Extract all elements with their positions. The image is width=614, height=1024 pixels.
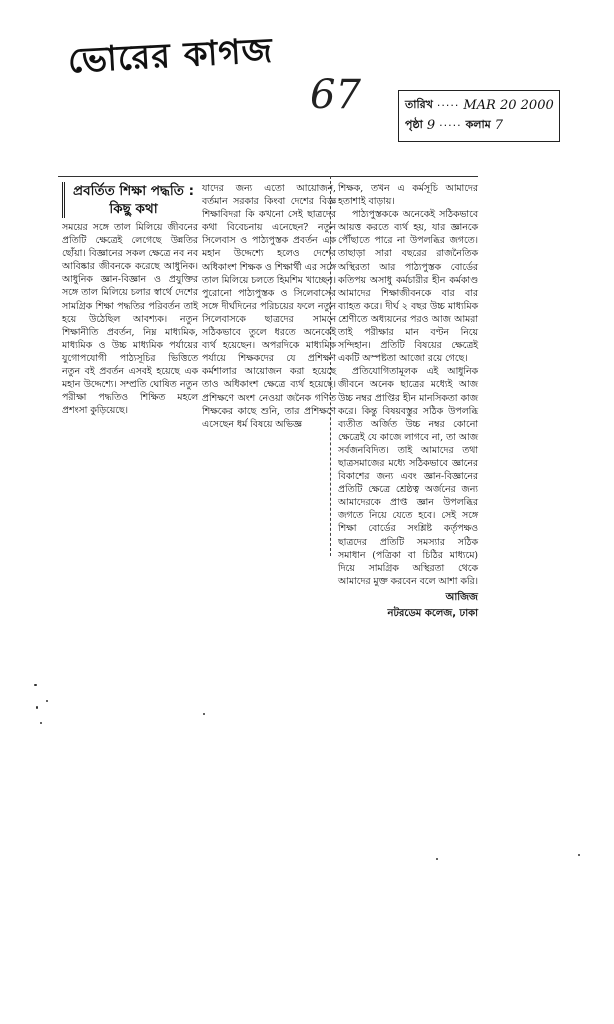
article-byline-affiliation: নটরডেম কলেজ, ঢাকা xyxy=(387,608,478,619)
scan-speck xyxy=(34,684,37,686)
stamp-date-label: তারিখ xyxy=(405,97,433,111)
stamp-date-row xyxy=(405,95,553,115)
headline-line-1: প্রবর্তিত শিক্ষা পদ্ধতি : xyxy=(73,183,194,199)
article-headline xyxy=(62,182,198,218)
article-paragraph: সময়ের সঙ্গে তাল মিলিয়ে জীবনের প্রতিটি ক্ষেত্রেই লেগেছে উন্নতির ছোঁয়া। বিজ্ঞানের সকল ক্ষেত্রে নব নব আবিষ্কার জীবনকে করেছে আধুনিক। আধুনিক জ্ঞান-বিজ্ঞান ও প্রযুক্তির সঙ্গে তাল মিলিয়ে চলার স্বার্থে দেশের সামগ্রিক শিক্ষা পদ্ধতির পরিবর্তন তাই হয়ে উঠেছিল আবশ্যক। নতুন শিক্ষানীতি প্রবর্তন, নিম্ন মাধ্যমিক, মাধ্যমিক ও উচ্চ মাধ্যমিক পর্যায়ের যুগোপযোগী পাঠ্যসূচির ভিত্তিতে নতুন বই প্রবর্তন এসবই হয়েছে এক মহান উদ্দেশ্যে। সম্প্রতি ঘোষিত নতুন পরীক্ষা পদ্ধতিও শিক্ষিত মহলে প্রশংসা কুড়িয়েছে। xyxy=(62,222,198,417)
stamp-dots: ····· xyxy=(436,98,460,112)
scan-speck xyxy=(578,854,580,856)
handwritten-number: 67 xyxy=(310,72,361,118)
clipping-stamp xyxy=(398,90,560,142)
article-paragraph: পাঠ্যপুস্তককে অনেকেই সঠিকভাবে আয়ত্ত করতে ব্যর্থ হয়, যার জ্ঞানকে পৌঁছাতে পারে না উপলব্ধির জগতে। তাছাড়া সারা বছরের রাজনৈতিক অস্থিরতা আর পাঠ্যপুস্তক বোর্ডের কতিপয় অসাধু কর্মচারীর হীন কর্মকাণ্ড আমাদের শিক্ষাজীবনকে বার বার ব্যাহত করে। দীর্ঘ ২ বছর উচ্চ মাধ্যমিক শ্রেণীতে অধ্যয়নের পরও আজ আমরা তাই পরীক্ষার মান বণ্টন নিয়ে সন্দিহান। প্রতিটি বিষয়ের ক্ষেত্রেই একটি অস্পষ্টতা আজো রয়ে গেছে। xyxy=(338,209,478,365)
scan-speck xyxy=(203,713,205,715)
article-byline-name: আজিজ xyxy=(445,591,478,603)
stamp-column-label: কলাম xyxy=(465,117,491,131)
article-paragraph: শিক্ষক, তখন এ কর্মসূচি আমাদের হতাশাই বাড়ায়। xyxy=(338,183,478,208)
scan-speck xyxy=(36,706,38,709)
headline-line-2: কিছু কথা xyxy=(109,201,158,217)
article-column-3 xyxy=(338,182,478,620)
article-column-2 xyxy=(202,182,336,431)
article-paragraph: প্রতিযোগিতামূলক এই আধুনিক জীবনে অনেক ছাত্রের মধ্যেই আজ উচ্চ নম্বর প্রাপ্তির হীন মানসিকতা কাজ করে। কিন্তু বিষয়বস্তুর সঠিক উপলব্ধি ব্যতীত অর্জিত উচ্চ নম্বর কোনো ক্ষেত্রেই যে কাজে লাগবে না, তা আজ সর্বজনবিদিত। তাই আমাদের তথা ছাত্রসমাজের মধ্যে সঠিকভাবে জ্ঞানের বিকাশের জন্য এবং জ্ঞান-বিজ্ঞানের প্রতিটি ক্ষেত্রে শ্রেষ্ঠত্ব অর্জনের জন্য আমাদেরকে প্রাপ্ত জ্ঞান উপলব্ধির জগতে নিয়ে যেতে হবে। সেই সঙ্গে শিক্ষা বোর্ডের সংশ্লিষ্ট কর্তৃপক্ষও ছাত্রদের প্রতিটি সমস্যার সঠিক সমাধান (পত্রিকা বা চিঠির মাধ্যমে) দিয়ে সামগ্রিক অস্থিরতা থেকে আমাদের মুক্ত করবেন বলে আশা করি। xyxy=(338,366,478,587)
article-paragraph: যাদের জন্য এতো আয়োজন, বর্তমান সরকার কিংবা দেশের বিজ্ঞ শিক্ষাবিদরা কি কখনো সেই ছাত্রদের কথা বিবেচনায় এনেছেন? নতুন সিলেবাস ও পাঠ্যপুস্তক প্রবর্তন এক মহান উদ্দেশ্যে হলেও দেশের অধিকাংশ শিক্ষক ও শিক্ষার্থী এর সঙ্গে তাল মিলিয়ে চলতে হিমশিম খাচ্ছেন। পুরোনো পাঠ্যপুস্তক ও সিলেবাসের সঙ্গে দীর্ঘদিনের পরিচয়ের ফলে নতুন সিলেবাসকে ছাত্রদের সামনে সঠিকভাবে তুলে ধরতে অনেকেই ব্যর্থ হয়েছেন। অপরদিকে মাধ্যমিক পর্যায়ে শিক্ষকদের যে প্রশিক্ষণ কর্মশালার আয়োজন করা হয়েছে তাও অধিকাংশ ক্ষেত্রে ব্যর্থ হয়েছে। প্রশিক্ষণে অংশ নেওয়া জনৈক গণিত শিক্ষকের কাছে শুনি, তার প্রশিক্ষণে এসেছেন ধর্ম বিষয়ে অভিজ্ঞ xyxy=(202,183,336,430)
stamp-page-row xyxy=(405,115,553,135)
scan-speck xyxy=(46,700,48,702)
newspaper-masthead: ভোরের কাগজ xyxy=(66,30,275,82)
stamp-dots: ····· xyxy=(439,118,462,132)
stamp-column-value: 7 xyxy=(494,117,504,133)
stamp-date-value: MAR 20 2000 xyxy=(463,97,554,113)
stamp-page-label: পৃষ্ঠা xyxy=(405,117,423,131)
scan-speck xyxy=(436,858,438,860)
stamp-page-value: 9 xyxy=(426,117,436,133)
scan-speck xyxy=(40,722,42,724)
article-column-1 xyxy=(62,182,198,417)
